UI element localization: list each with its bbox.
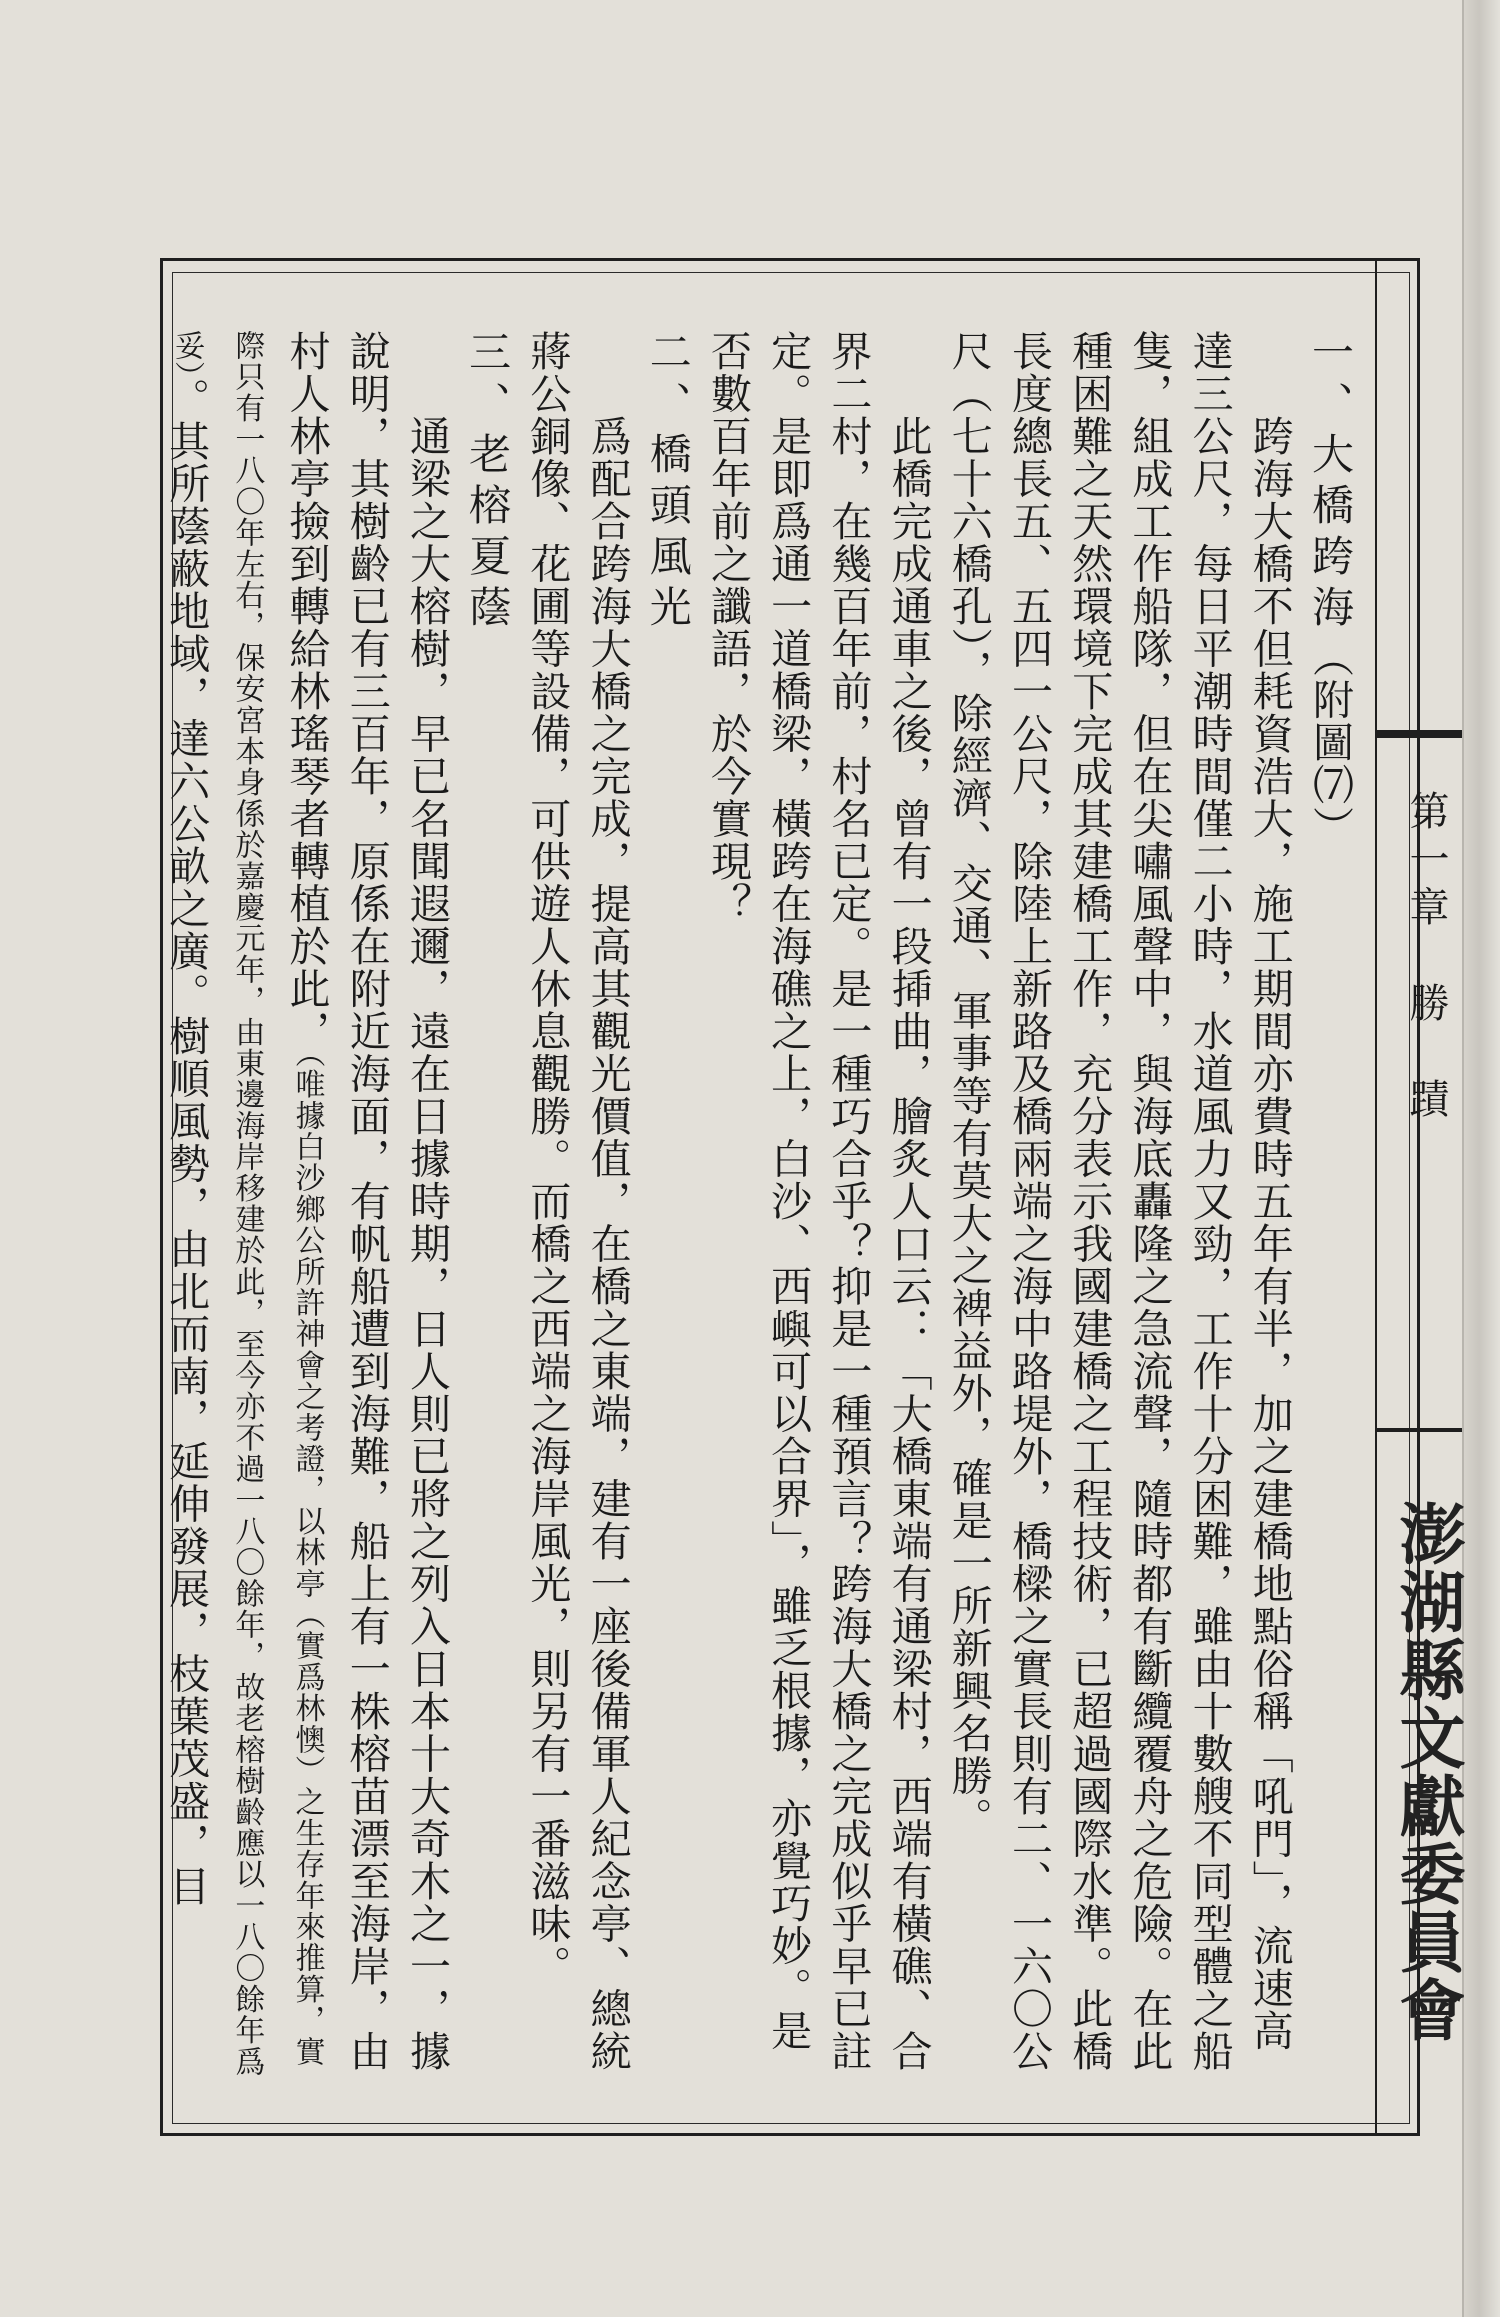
section-3-paragraph-text-a: 通梁之大榕樹，早已名聞遐邇，遠在日據時期，日人則已將之列入日本十大奇木之一，據說明，其樹齡已有三百年，原係在附近海面，有帆船遭到海難，船上有一株榕苗漂至海岸，由村人林亭撿到轉給林瑤琴者轉植於此， <box>282 330 451 2073</box>
section-2-paragraph-text: 爲配合跨海大橋之完成，提高其觀光價值，在橋之東端，建有一座後備軍人紀念亭、總統蔣公銅像、花圃等設備，可供遊人休息觀勝。而橋之西端之海岸風光，則另有一番滋味。 <box>523 330 632 2073</box>
section-3-note-a: （唯據白沙鄉公所許神會之考證，以林亭 <box>289 1052 325 1600</box>
section-1-paragraph-1 <box>939 330 1300 2090</box>
section-1-title: 一、大橋跨海 <box>1306 330 1355 636</box>
section-3-paragraph <box>156 330 457 2090</box>
section-2-paragraph <box>517 330 637 2090</box>
section-3-title: 三、老榕夏蔭 <box>463 330 513 636</box>
section-3-paragraph-text-b: 。其所蔭蔽地域，達六公畝之廣。樹順風勢，由北而南，延伸發展，枝葉茂盛，目 <box>162 377 211 1908</box>
header-band-bottom <box>1375 1428 1462 1432</box>
body-text <box>162 330 1360 2090</box>
chapter-heading: 第一章 勝 蹟 <box>1403 790 1449 1126</box>
header-band-top <box>1375 730 1462 738</box>
section-1-paragraph-2-text: 此橋完成通車之後，曾有一段揷曲，膾炙人口云：「大橋東端有通梁村，西端有橫礁、合界二村，在幾百年前，村名已定。是一種巧合乎？抑是一種預言？跨海大橋之完成似乎早已註定。是即爲通一道橋梁，橫跨在海礁之上，白沙、西嶼可以合界」，雖乏根據，亦覺巧妙。是否數百年前之讖語，於今實現？ <box>703 330 933 2073</box>
section-3-note-b: （實爲林懊） <box>289 1599 325 1787</box>
section-2-title: 二、橋頭風光 <box>643 330 693 636</box>
section-1-paragraph-2 <box>698 330 939 2090</box>
section-1-figure-ref: （附圖⑺） <box>1306 636 1354 849</box>
publisher-name: 澎湖縣文獻委員會 <box>1388 1500 1466 2044</box>
section-1-paragraph-1-text: 跨海大橋不但耗資浩大，施工期間亦費時五年有半，加之建橋地點俗稱「吼門」，流速高達三公尺，每日平潮時間僅二小時，水道風力又勁，工作十分困難，雖由十數艘不同型體之船隻，組成工作船隊，但在尖嘯風聲中，與海底轟隆之急流聲，隨時都有斷纜覆舟之危險。在此種困難之天然環境下完成其建橋工作，充分表示我國建橋之工程技術，已超過國際水準。此橋長度總長五、五四一公尺，除陸上新路及橋兩端之海中路堤外，橋樑之實長則有二、一六〇公尺（七十六橋孔），除經濟、交通、軍事等有莫大之裨益外，確是一所新興名勝。 <box>944 330 1294 2073</box>
section-2-heading <box>638 330 698 2090</box>
section-3-heading <box>457 330 517 2090</box>
section-1-heading <box>1300 330 1360 2090</box>
section-3-note-c: 之生存年來推算，實際只有一八〇年左右，保安宮本身係於嘉慶元年，由東邊海岸移建於此，至今亦不過一八〇餘年，故老榕樹齡應以一八〇餘年爲妥） <box>169 330 325 2078</box>
